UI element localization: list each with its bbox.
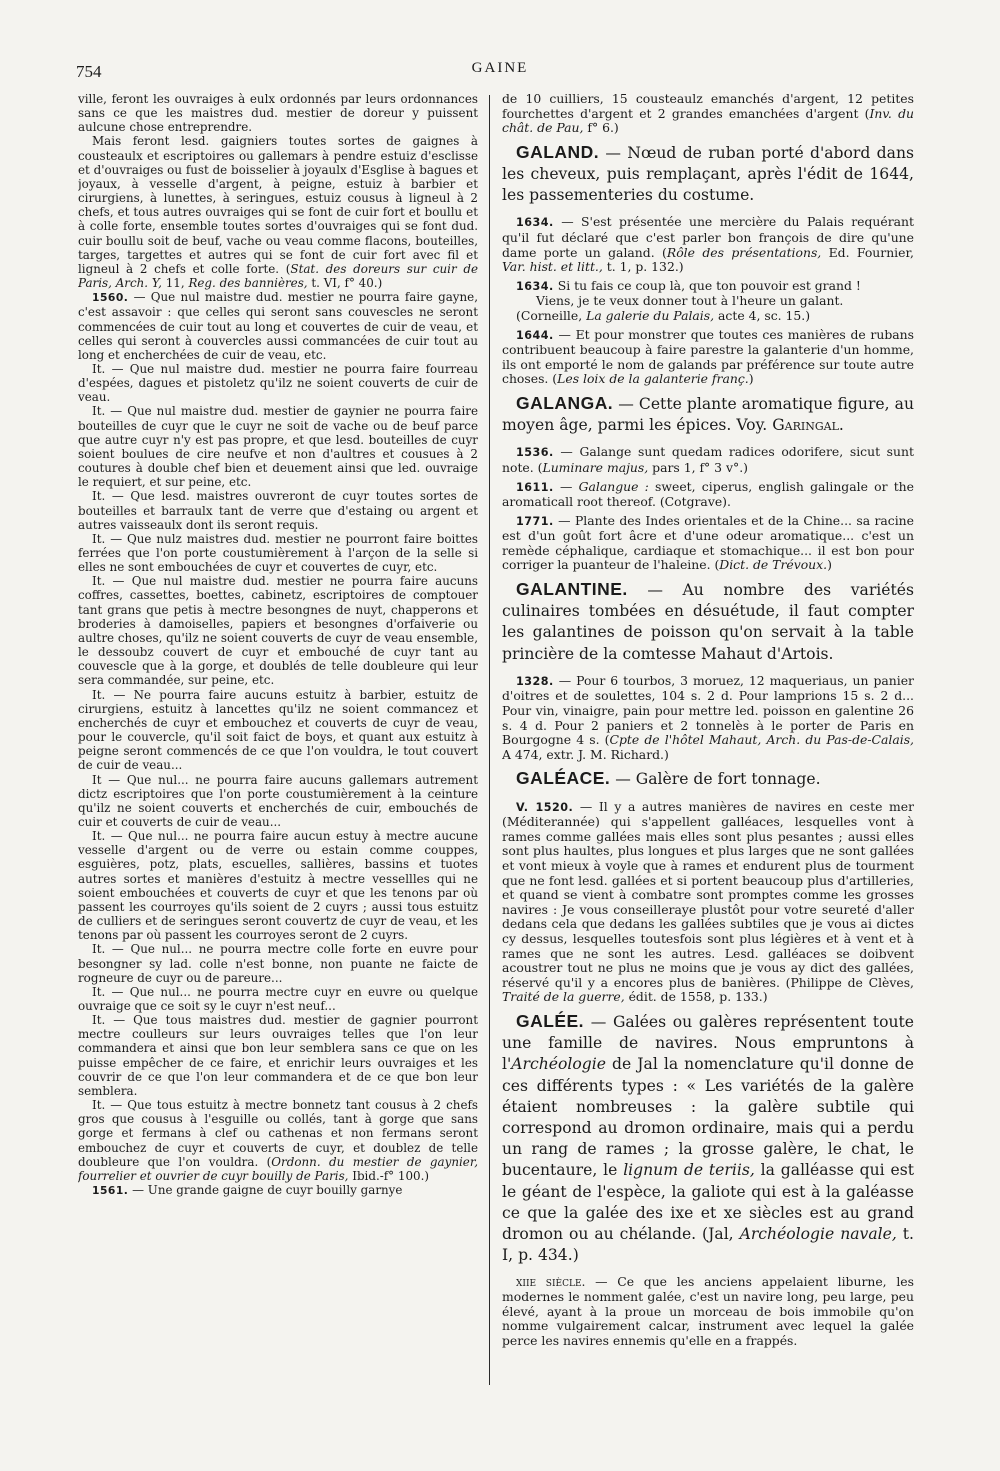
year-label: 1644. [516,328,554,342]
headword: GALANGA. [516,392,614,413]
headword: GALÉE. [516,1010,585,1031]
paragraph [78,134,478,290]
paragraph: It. — Que nulz maistres dud. mestier ne pourront faire boittes ferrées que l'on porte coustumièrement à l'arçon de la selle si elles ne sont embouchées de cuyr et couvertes de cuyr, etc. [78,531,478,575]
citation: Inv. du chât. de Pau, [502,105,914,136]
body-text: — Pour 6 tourbos, 3 moruez, 12 maqueriaus, un panier d'oitres et de soulettes, 104 s. 2 d. Pour lamprions 15 s. 2 d... Pour vin, vinaigre, pain pour mettre led. poisson en galentine 26 s. 4 d. Pour 2 paniers et 2 tonnelès à le porter de Paris en Bourgogne 4 s. ( [502,672,914,748]
citation: lignum de teriis, [623,1161,755,1180]
body-text: sweet, ciperus, english galingale or the aromaticall root thereof. (Cotgrave). [502,478,914,510]
body-text: It. — Que tous estuitz à mectre bonnetz tant cousus à 2 chefs gros que cousus à l'esguille ou collés, tant à gorge que sans gorge et fermans à clef ou cathenas et non fermans seront embouchez de cuyr et couverts de cuyr, et doublez de telle doubleure que l'on vouldra. ( [78,1098,478,1169]
paragraph: It. — Que nul... ne pourra mectre colle forte en euvre pour besongner sy lad. colle n'est bonne, non puante ne faicte de rogneure de cuyr ou de pareure... [78,942,478,985]
column-divider [489,95,490,1385]
quotation [502,279,914,295]
body-text: (Corneille, [516,307,587,323]
year-label: 1536. [516,446,554,460]
body-text: édit. de 1558, p. 133.) [624,989,768,1005]
paragraph: It. — Que nul maistre dud. mestier de gaynier ne pourra faire bouteilles de cuyr que le cuyr ne soit de vache ou de beuf parce que autre cuyr n'y est pas propre, et que lesd. bouteilles de cuyr soient boulues de cire neufve et non d'aultres et cousues à 2 coutures à double chef bien et deuement ainsi que led. ouvraige le requiert, et sur peine, etc. [78,404,478,490]
quotation [502,1275,914,1348]
year-label: 1328. [516,674,554,688]
paragraph: It. — Que lesd. maistres ouvreront de cuyr toutes sortes de bouteilles et barraulx tant de verre que d'estaing ou argent et autres vaisseaulx dont ils seront requis. [78,489,478,532]
quotation [502,674,914,763]
year-label: 1634. [516,216,554,230]
headword-entry-galanga [502,393,914,436]
quotation [502,480,914,510]
body-text: ) [827,557,832,573]
year-label: V. 1520. [516,800,574,814]
definition: la galléasse qui est le géant de l'espèce, la galiote qui est à la galéasse ce que la galée des ixe et xe siècles est au grand dromon ou au chélande. (Jal, [502,1161,914,1243]
citation: Archéologie [511,1055,606,1074]
paragraph: It. — Que nul... ne pourra faire aucun estuy à mectre aucune vesselle d'argent ou de verre ou estain comme couppes, esguières, potz, plats, escuelles, sallières, bassins et tuotes autres sortes et manières d'estuitz à mectre vessellles qui ne soient embouchées et couverts de cuyr et que les tenons par où passent les courroyes qu'ils soient de 2 cuyrs ; aussi tous estuitz de culliers et de seringues seront couvertz de cuyr de veau, et les tenons par où passent les courroyes seront de 2 cuyrs. [78,829,478,943]
body-text: — [553,478,579,494]
body-text: — Et pour monstrer que toutes ces manières de rubans contribuent beaucoup à faire parestre la galanterie d'un homme, ils ont emporté le nom de galands par préférence sur toute autre choses. ( [502,326,914,387]
paragraph: ville, feront les ouvraiges à eulx ordonnés par leurs ordonnances sans ce que les maistres dud. mestier de doreur y puissent aulcune chose entreprendre. [78,92,478,135]
running-head: GAINE [471,60,529,76]
left-column [78,92,478,1392]
definition: — Galère de fort tonnage. [610,770,821,789]
headword: GALAND. [516,141,600,162]
citation: Rôle des présentations, [666,244,822,260]
citation: Luminare majus, [542,459,649,475]
quotation [502,215,914,274]
citation: Stat. des doreurs sur cuir de Paris, Arch. Y, [78,261,478,291]
citation: Les loix de la galanterie franç. [557,371,749,387]
citation: Traité de la guerre, [502,989,625,1005]
paragraph: It. — Que nul... ne pourra mectre cuyr en euvre ou quelque ouvraige que ce soit sy le cuyr n'est neuf... [78,984,478,1013]
quotation [502,800,914,1005]
body-text: pars 1, f° 3 v°.) [648,459,748,475]
citation: Dict. de Trévoux. [719,557,828,573]
definition: — Cette plante aromatique figure, au moyen âge, parmi les épices. Voy. [502,394,914,435]
body-text: Mais feront lesd. gaigniers toutes sortes de gaignes à cousteaulx et escriptoires ou gallemars à pendre estuiz d'esclisse et d'ouvraiges ou fust de boisselier à joyaulx d'Esglise à bagues et joyaux, à vesselle d'argent, à peigne, estuiz à barbier et cirurgiens, à lunettes, à seringues, estuiz cousus à ligneul à 2 chefs, et tous autres ouvraiges qui se font de cuir fort et boullu et à colle forte, ensemble toutes sortes d'ouvraiges qui se font dud. cuir boullu soit de beuf, vache ou veau comme flacons, bouteilles, targes, targettes et autres qui se font de cuir fort avec fil et ligneul à 2 chefs et colle forte. ( [78,134,478,276]
paragraph: It. — Ne pourra faire aucuns estuitz à barbier, estuitz de cirurgiens, estuitz à lancettes qu'ilz ne soient commancez et encherchés de cuyr et embouchez et couverts de cuyr de veau, pour le couvercle, qu'il soit faict de boys, et quant aux estuitz à peigne seront commencés de ce que l'on vouldra, le tout couvert de cuir de veau... [78,687,478,773]
citation: Cpte de l'hôtel Mahaut, Arch. du Pas-de-Calais, [609,732,914,748]
definition: de Jal la nomenclature qu'il donne de ces différents types : « Les variétés de la galère étaient nombreuses : la galère subtile qui correspond au dromon ordinaire, mais qui a perdu un rang de rames ; la grosse galère, le chat, le bucentaure, le [502,1055,914,1180]
verse-line: Si tu fais ce coup là, que ton pouvoir est grand ! [553,277,861,293]
body-text: — Plante des Indes orientales et de la Chine... sa racine est d'un goût fort âcre et d'une odeur aromatique... c'est un remède céphalique, cardiaque et stomachique... il est bon pour corriger la puanteur de l'haleine. ( [502,512,914,573]
citation: Reg. des bannières, [188,276,308,291]
year-label: 1771. [516,514,554,528]
body-text: — Que nul maistre dud. mestier ne pourra faire gayne, c'est assavoir : que celles qui seront sans couvescles ne seront commencées de cuir tout au long et couvertes de cuir de veau, et celles qui seront à couvercles aussi commancées de cuir tout au long et encherchées de cuir de veau, etc. [78,290,478,362]
citation: Var. hist. et litt., [502,259,603,275]
headword: GALANTINE. [516,579,628,600]
paragraph: It. — Que nul maistre dud. mestier ne pourra faire fourreau d'espées, dagues et pistoletz qu'ilz ne soient couverts de cuir de veau. [78,361,478,405]
paragraph: It — Que nul... ne pourra faire aucuns gallemars autrement dictz escriptoires que l'on porte coustumièrement à la ceinture qu'ilz ne soient couverts et encherchés de cuir, embouchés de cuir et couverts de cuir de veau... [78,772,478,829]
headword-entry-galee [502,1011,914,1266]
paragraph: It. — Que tous maistres dud. mestier de gagnier pourront mectre coulleurs sur leurs ouvraiges telles que l'on leur commandera et ainsi que bon leur semblera sans ce que on les puisse empêcher de ce faire, et enrichir leurs ouvraiges et les couvrir de ce que l'on leur commandera et de ce que bon leur semblera. [78,1013,478,1098]
page-number: 754 [76,62,102,81]
year-label: 1611. [516,480,554,494]
body-text: t. VI, f° 40.) [307,276,383,291]
year-label: 1634. [516,279,554,293]
citation: Archéologie navale, [739,1225,897,1243]
entry-1560 [78,290,478,362]
body-text: f° 6.) [583,120,619,136]
definition: — Galées ou galères représentent toute une famille de navires. Nous empruntons à l' [502,1012,914,1074]
body-text: Ibid.-f° 100.) [348,1168,430,1183]
body-text: — Ce que les anciens appelaient liburne, les modernes le nomment galée, c'est un navire long, peu large, peu élevé, ayant à la proue un morceau de bois immobile qu'on nomme vulgairement calcar, instrument avec lequel la galée perce les navires ennemis qu'elle en a frappés. [502,1274,914,1348]
headword-entry-galand [502,142,914,207]
body-text: ) [748,371,754,387]
cross-reference: Garingal. [772,416,844,435]
citation: Ordonn. du mestier de gaynier, fourrelier et ouvrier de cuyr bouilly de Paris, [78,1154,478,1183]
body-text: A 474, extr. J. M. Richard.) [502,746,669,762]
body-text: — S'est présentée une mercière du Palais requérant qu'il fut déclaré que c'est parler bon françois de dire qu'une dame porte un galand. ( [502,214,914,260]
paragraph [502,92,914,136]
headword-entry-galantine [502,579,914,665]
quotation-source [502,309,914,324]
citation: Galangue : [578,478,649,494]
headword-entry-galeace [502,768,914,790]
body-text: t. 1, p. 132.) [602,259,684,275]
right-column [502,92,914,1392]
body-text: — Il y a autres manières de navires en ceste mer (Méditerannée) qui s'appellent galléaces, lesquelles vont à rames comme gallées mais elles sont plus pesantes ; aussi elles sont plus haultes, plus longues et plus larges que ne sont gallées et vont mieux à voyle que à rames et endurent plus de tourment que ne font lesd. gallées et si portent beaucoup plus d'artilleries, et quand se vient à combatre sont promptes comme les grosses navires : Je vous conseilleraye plustôt pour votre seureté d'aller dedans cela que dedans les gallées subtiles que je vous ai dictes cy dessus, lesquelles toutesfois sont plus légières et à vent et à rames que ne sont les autres. Lesd. galléaces se doibvent acoustrer tout ne plus ne moins que je vous ay dict des gallées, réservé qu'il y a encores plus de banières. (Philippe de Clèves, [502,798,914,990]
body-text: — Galange sunt quedam radices odorifere, sicut sunt note. ( [502,444,914,475]
quotation [502,328,914,387]
body-text: acte 4, sc. 15.) [714,307,811,323]
definition: t. I, p. 434.) [502,1225,914,1265]
quotation [502,445,914,475]
year-label: 1561. [92,1184,129,1198]
entry-1561 [78,1183,478,1198]
verse-line: Viens, je te veux donner tout à l'heure un galant. [536,293,844,309]
year-label: 1560. [92,291,129,305]
definition: — Au nombre des variétés culinaires tombées en désuétude, il faut compter les galantines de poisson qu'on servait à la table princière de la comtesse Mahaut d'Artois. [502,581,914,663]
paragraph: It. — Que nul maistre dud. mestier ne pourra faire aucuns coffres, cassettes, boettes, cabinetz, escriptoires de comptouer tant grans que petis à mectre besongnes de nuyt, chapperons et broderies à damoiselles, papiers et besongnes d'orfaiverie ou aultre choses, qu'ilz ne soient couverts de cuyr de veau ensemble, le dessoubz couvert de cuyr et embouché de cuyr tant au couvescle que à la gorge, et doublés de telle doubleure qui leur sera commandée, sur peine, etc. [78,574,478,688]
headword: GALÉACE. [516,768,611,789]
body-text: — Une grande gaigne de cuyr bouilly garnye [128,1183,403,1198]
body-text: de 10 cuilliers, 15 cousteaulz emanchés d'argent, 12 petites fourchettes d'argent et 2 grandes emanchées d'argent ( [502,92,914,121]
body-text: Ed. Fournier, [821,244,914,260]
quotation [502,514,914,573]
definition: — Nœud de ruban porté d'abord dans les cheveux, puis remplaçant, après l'édit de 1644, les passementeries du costume. [502,143,914,205]
paragraph [78,1098,478,1183]
body-text: 11, [161,276,189,291]
citation: La galerie du Palais, [586,307,715,323]
year-label: xiie siècle. [516,1274,586,1290]
